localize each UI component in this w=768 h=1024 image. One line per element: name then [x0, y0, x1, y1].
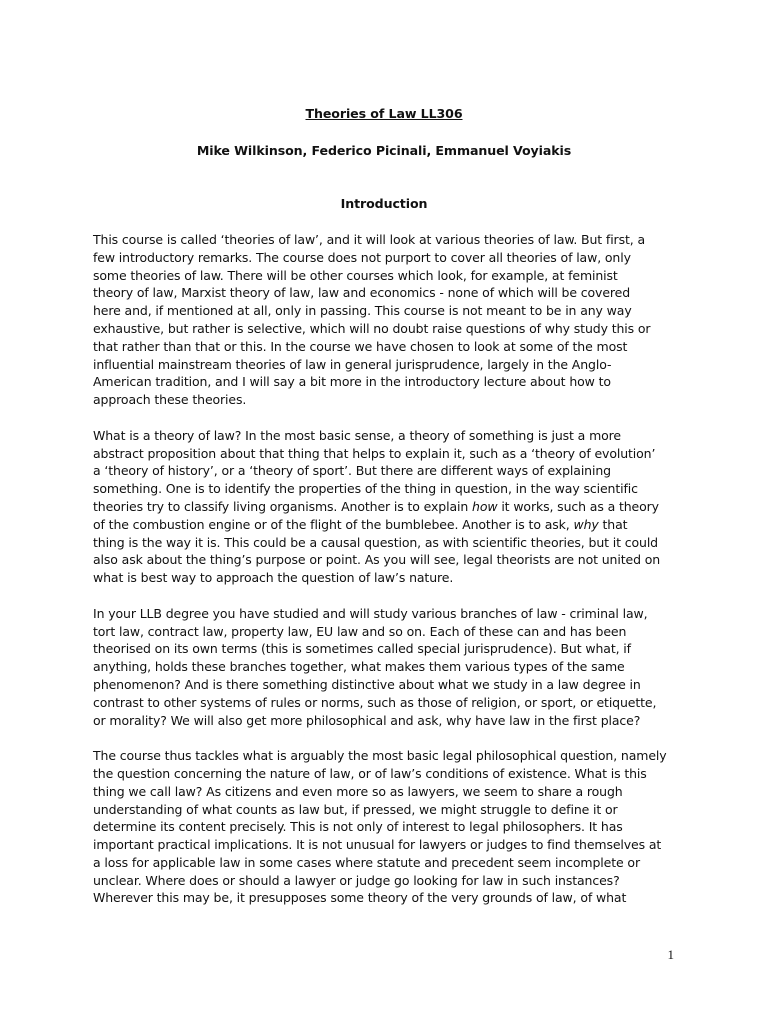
paragraph-2: [93, 427, 693, 587]
text-line: What is a theory of law? In the most basic sense, a theory of something is just a more: [93, 427, 621, 443]
text-line: [93, 498, 693, 516]
text-line: understanding of what counts as law but, if pressed, we might struggle to define it or: [93, 801, 618, 817]
text-line: a ‘theory of history’, or a ‘theory of sport’. But there are different ways of explaining: [93, 463, 611, 479]
text-line: thing is the way it is. This could be a causal question, as with scientific theories, but it could: [93, 534, 658, 550]
text-line: phenomenon? And is there something distinctive about what we study in a law degree in: [93, 676, 641, 692]
text-line: that rather than that or this. In the course we have chosen to look at some of the most: [93, 338, 628, 354]
text-line: In your LLB degree you have studied and will study various branches of law - criminal law,: [93, 605, 648, 621]
text-line: exhaustive, but rather is selective, which will no doubt raise questions of why study this or: [93, 320, 651, 336]
text-line: contrast to other systems of rules or norms, such as those of religion, or sport, or etiquette,: [93, 694, 657, 710]
text-line: This course is called ‘theories of law’, and it will look at various theories of law. But first, a: [93, 232, 645, 247]
page-number: 1: [667, 947, 674, 962]
text-line: thing we call law? As citizens and even more so as lawyers, we seem to share a rough: [93, 783, 623, 799]
text-line: the question concerning the nature of law, or of law’s conditions of existence. What is this: [93, 765, 647, 781]
text-line: [93, 516, 693, 534]
body-text: [93, 231, 693, 925]
author-list: Mike Wilkinson, Federico Picinali, Emmanuel Voyiakis: [196, 143, 572, 158]
paragraph-4: [93, 747, 693, 907]
text-line: Wherever this may be, it presupposes some theory of the very grounds of law, of what: [93, 890, 627, 906]
text-line: abstract proposition about that thing that helps to explain it, such as a ‘theory of evolution’: [93, 445, 656, 461]
text-line: something. One is to identify the properties of the thing in question, in the way scientific: [93, 481, 638, 497]
text-line: what is best way to approach the question of law’s nature.: [93, 570, 454, 586]
text-line: theorised on its own terms (this is sometimes called special jurisprudence). But what, if: [93, 641, 631, 657]
document-title: Theories of Law LL306: [305, 106, 463, 121]
paragraph-3: [93, 605, 693, 730]
text-line: American tradition, and I will say a bit more in the introductory lecture about how to: [93, 374, 611, 390]
text-segment: of the combustion engine or of the flight of the bumblebee. Another is to ask,: [93, 516, 574, 532]
text-line: anything, holds these branches together, what makes them various types of the same: [93, 659, 625, 675]
section-heading: Introduction: [340, 196, 428, 211]
text-line: unclear. Where does or should a lawyer or judge go looking for law in such instances?: [93, 872, 620, 888]
emphasis-why: why: [573, 516, 599, 532]
text-line: some theories of law. There will be other courses which look, for example, at feminist: [93, 267, 618, 283]
text-line: or morality? We will also get more philosophical and ask, why have law in the first place?: [93, 712, 641, 728]
text-line: also ask about the thing’s purpose or point. As you will see, legal theorists are not united on: [93, 552, 661, 568]
text-line: important practical implications. It is not unusual for lawyers or judges to find themselves at: [93, 837, 662, 853]
text-line: tort law, contract law, property law, EU law and so on. Each of these can and has been: [93, 623, 627, 639]
text-line: approach these theories.: [93, 392, 247, 408]
text-line: determine its content precisely. This is not only of interest to legal philosophers. It has: [93, 819, 623, 835]
text-line: a loss for applicable law in some cases where statute and precedent seem incomplete or: [93, 854, 640, 870]
text-segment: it works, such as a theory: [501, 498, 659, 514]
text-segment: theories try to classify living organisms. Another is to explain: [93, 498, 473, 514]
paragraph-1: [93, 231, 693, 409]
text-line: influential mainstream theories of law in general jurisprudence, largely in the Anglo-: [93, 356, 612, 372]
text-line: The course thus tackles what is arguably the most basic legal philosophical question, namely: [93, 748, 667, 764]
emphasis-how: how: [472, 498, 498, 514]
text-line: few introductory remarks. The course does not purport to cover all theories of law, only: [93, 249, 631, 265]
text-segment: that: [602, 516, 628, 532]
text-line: here and, if mentioned at all, only in passing. This course is not meant to be in any way: [93, 303, 632, 319]
text-line: theory of law, Marxist theory of law, law and economics - none of which will be covered: [93, 285, 631, 301]
